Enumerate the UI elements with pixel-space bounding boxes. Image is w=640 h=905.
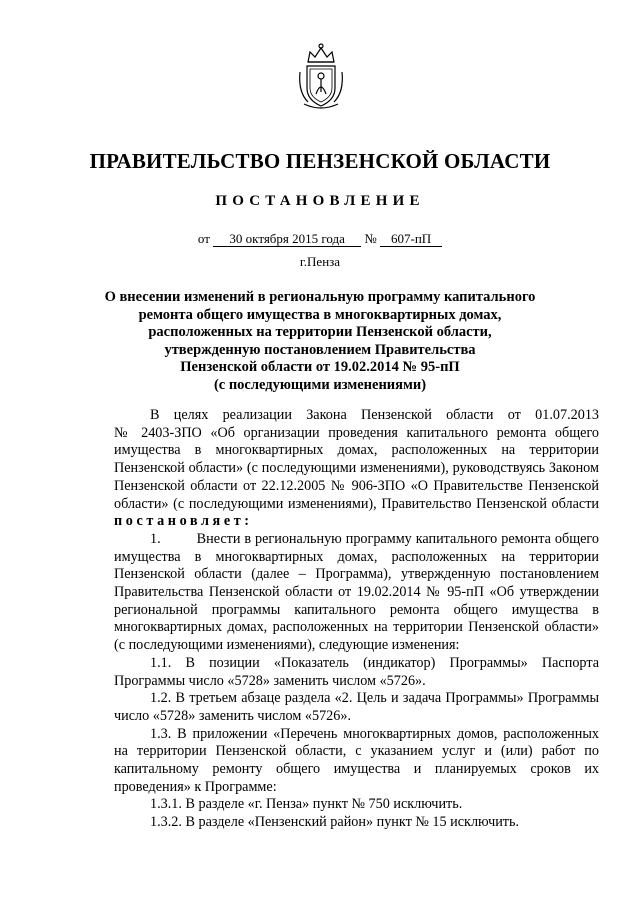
number-prefix: №	[364, 231, 377, 246]
item1-line: Пензенской области (далее – Программа), утвержденную постановлением	[114, 566, 599, 583]
item1-3-1-line: 1.3.1. В разделе «г. Пенза» пункт № 750 исключить.	[150, 796, 463, 813]
item1-3-line: проведения» к Программе:	[114, 778, 277, 795]
item1-2-line: 1.2. В третьем абзаце раздела «2. Цель и задача Программы» Программы	[150, 690, 599, 707]
preamble-line: № 2403-ЗПО «Об организации проведения капитального ремонта общего	[114, 424, 599, 441]
item1-line: Правительства Пензенской области от 19.02.2014 № 95-пП «Об утверждении	[114, 584, 599, 601]
document-number: 607-пП	[380, 231, 442, 247]
preamble-line: В целях реализации Закона Пензенской области от 01.07.2013	[150, 407, 599, 423]
item1-3-line: 1.3. В приложении «Перечень многоквартирных домов, расположенных	[150, 725, 599, 742]
item1-1-line: Программы число «5728» заменить числом «5726».	[114, 672, 426, 689]
item1-2-line: число «5728» заменить числом «5726».	[114, 707, 351, 724]
preamble-line: имущества в многоквартирных домах, расположенных на территории	[114, 442, 599, 459]
subject-line: О внесении изменений в региональную программу капитального	[104, 289, 536, 305]
subject-line: расположенных на территории Пензенской области,	[148, 324, 492, 341]
preamble-line: Пензенской области» (с последующими изменениями), руководствуясь Законом	[114, 460, 599, 477]
item1-3-2-line: 1.3.2. В разделе «Пензенский район» пункт № 15 исключить.	[150, 814, 520, 831]
city: г.Пенза	[299, 254, 341, 269]
item1-line	[114, 531, 599, 549]
document-date: 30 октября 2015 года	[213, 231, 361, 247]
coat-of-arms-icon	[296, 42, 346, 110]
resolves-line	[114, 513, 599, 531]
resolves-word: постановляет:	[114, 513, 253, 530]
subject-line: Пензенской области от 19.02.2014 № 95-пП	[180, 359, 460, 376]
item1-1-line: 1.1. В позиции «Показатель (индикатор) Программы» Паспорта	[150, 654, 599, 671]
organization-title: ПРАВИТЕЛЬСТВО ПЕНЗЕНСКОЙ ОБЛАСТИ	[89, 149, 551, 173]
document-subject	[80, 289, 560, 395]
document-type: ПОСТАНОВЛЕНИЕ	[215, 193, 425, 209]
item1-number: 1.	[150, 530, 161, 547]
document-body	[114, 407, 599, 832]
item1-3-line: на территории Пензенской области, с указанием услуг и (или) работ по	[114, 743, 599, 760]
date-prefix: от	[197, 231, 210, 246]
item1-line: региональной программы капитального ремонта общего имущества в	[114, 601, 599, 618]
item1-3-line: капитальному ремонту общего имущества и планируемых сроков их	[114, 761, 599, 778]
preamble-line: Пензенской области от 22.12.2005 № 906-ЗПО «О Правительстве Пензенской	[114, 477, 599, 494]
item1-text: Внести в региональную программу капитального ремонта общего	[196, 530, 599, 547]
item1-line: имущества в многоквартирных домах, расположенных на территории	[114, 548, 599, 565]
item1-line: (с последующими изменениями), следующие изменения:	[114, 637, 460, 654]
subject-line: ремонта общего имущества в многоквартирных домах,	[138, 306, 502, 323]
item1-line: многоквартирных домах, расположенных на территории Пензенской области»	[114, 619, 599, 636]
subject-line: (с последующими изменениями)	[213, 376, 427, 393]
date-number-line	[0, 231, 640, 247]
preamble-line: области» (с последующими изменениями), Правительство Пензенской области	[114, 495, 599, 512]
subject-line: утвержденную постановлением Правительства	[164, 341, 476, 358]
